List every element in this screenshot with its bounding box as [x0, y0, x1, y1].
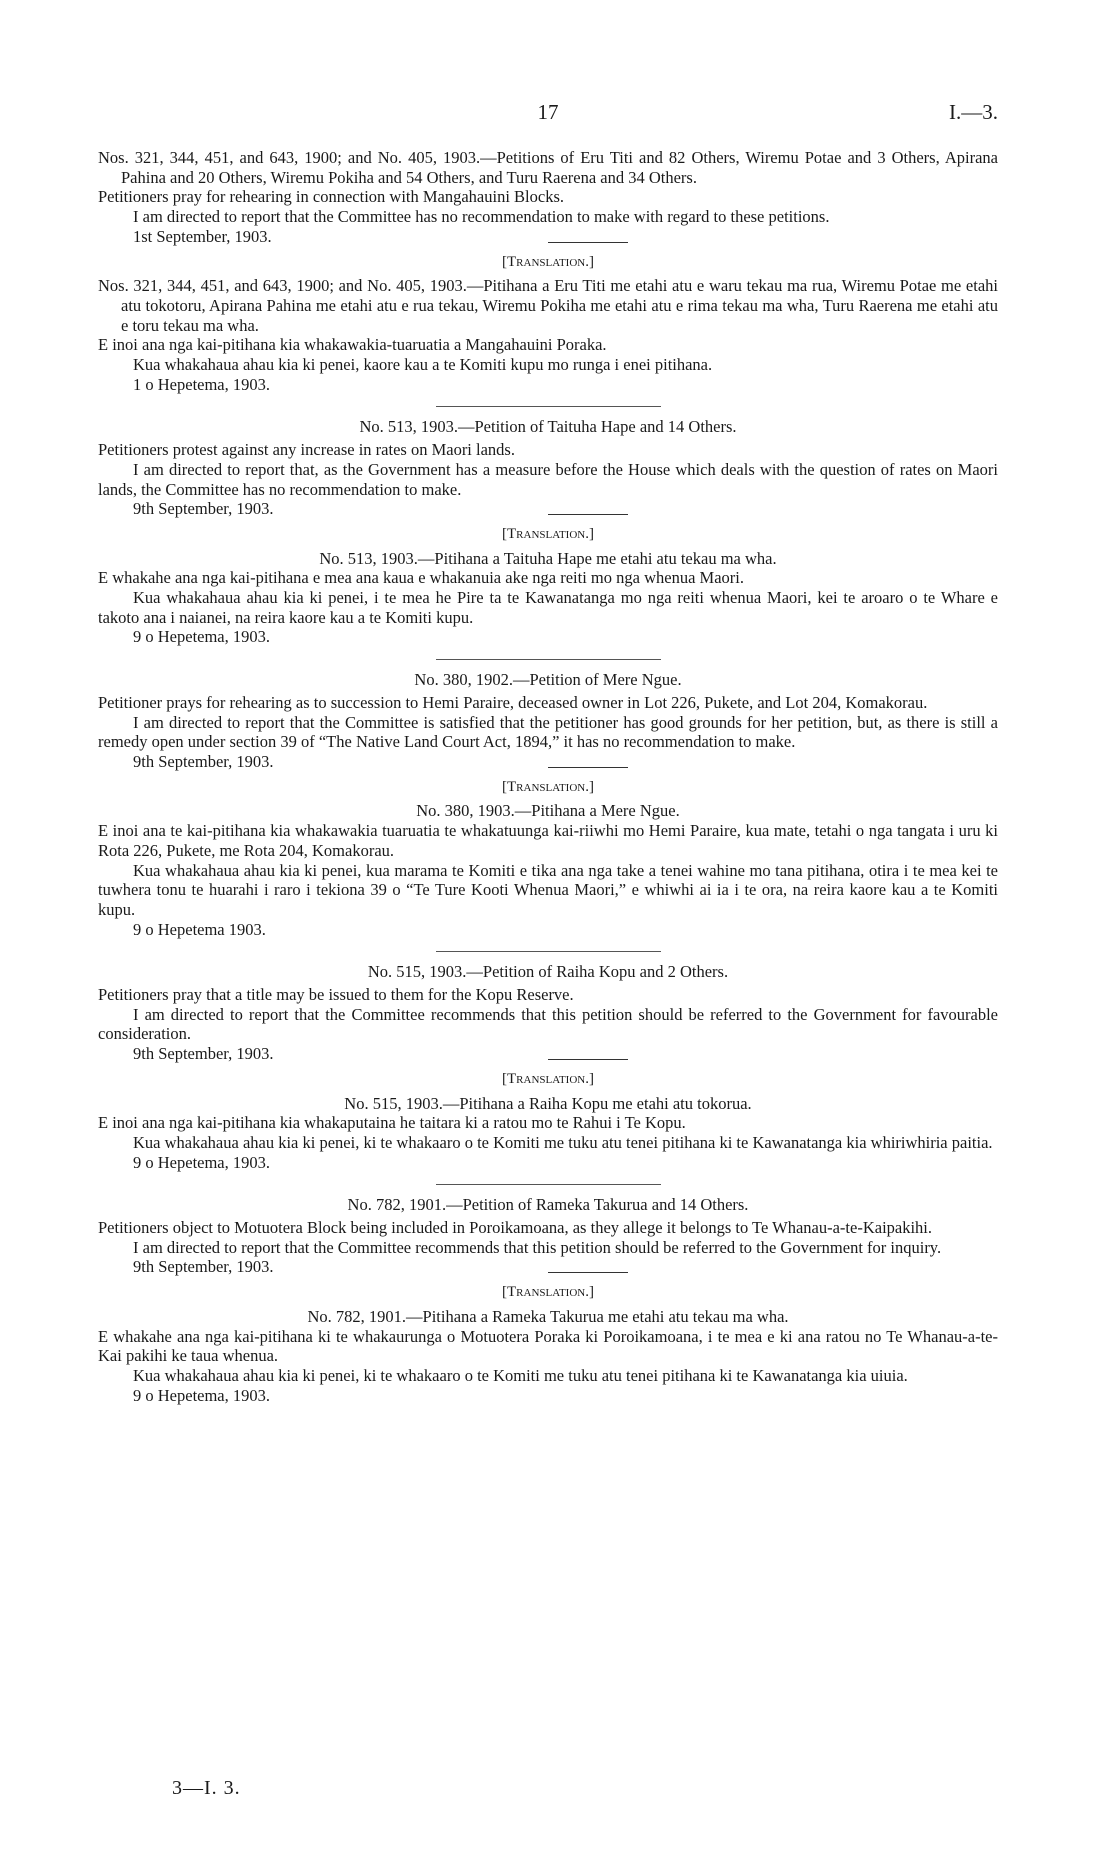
petition-section: [98, 148, 998, 394]
maori-petition-title: No. 380, 1903.—Pitihana a Mere Ngue.: [416, 801, 680, 821]
report-date: 9th September, 1903.: [133, 1257, 274, 1277]
report-date: 9th September, 1903.: [133, 1044, 274, 1064]
maori-report-date: 9 o Hepetema, 1903.: [133, 627, 271, 647]
petition-section: [98, 962, 998, 1172]
maori-report-date: 9 o Hepetema 1903.: [133, 919, 266, 939]
petition-section: [98, 417, 998, 647]
report-date: 9th September, 1903.: [133, 499, 274, 519]
section-divider: [436, 659, 661, 660]
translation-label: [Translation.]: [502, 778, 594, 795]
translation-label: [Translation.]: [502, 525, 594, 542]
petition-prayer: Petitioners object to Motuotera Block being included in Poroikamoana, as they allege it belongs to Te Whanau-a-te-Kaipakihi.: [98, 1218, 933, 1238]
petition-prayer: Petitioners pray for rehearing in connection with Mangahauini Blocks.: [98, 187, 565, 207]
page-content: [98, 148, 998, 1409]
maori-report-date: 9 o Hepetema, 1903.: [133, 1152, 271, 1172]
committee-report: I am directed to report that the Committee has no recommendation to make with regard to these petitions.: [133, 207, 830, 227]
report-date: 1st September, 1903.: [133, 226, 272, 246]
maori-petition-prayer: E inoi ana nga kai-pitihana kia whakawakia-tuaruatia a Mangahauini Poraka.: [98, 335, 607, 355]
maori-report-date: 9 o Hepetema, 1903.: [133, 1385, 271, 1405]
petition-prayer: Petitioners pray that a title may be issued to them for the Kopu Reserve.: [98, 985, 574, 1005]
report-date: 9th September, 1903.: [133, 751, 274, 771]
petition-section: [98, 1195, 998, 1405]
signature-mark: 3—I. 3.: [172, 1777, 241, 1799]
maori-petition-prayer: E whakahe ana nga kai-pitihana ki te whakaurunga o Motuotera Poraka ki Poroikamoana, i te mea e ki ana ratou no Te Whanau-a-te-Kai pakihi ke taua whenua.: [98, 1326, 998, 1366]
maori-committee-report: Kua whakahaua ahau kia ki penei, kua marama te Komiti e tika ana nga take a tenei wahine mo tana pitihana, otira i te mea kei te tuwhera tonu te huarahi i raro i tekiona 39 o “Te Ture Kooti Whenua Maori,” e whiwhi ai ia i te ora, na reira kaore kau a te Komiti kupu.: [98, 860, 998, 919]
petition-title: No. 513, 1903.—Petition of Taituha Hape and 14 Others.: [359, 417, 737, 437]
section-divider: [436, 406, 661, 407]
maori-petition-prayer: E inoi ana te kai-pitihana kia whakawakia tuaruatia te whakatuunga kai-riiwhi mo Hemi Paraire, kua mate, tetahi o nga tangata i uru ki Rota 226, Pukete, me Rota 204, Komakorau.: [98, 821, 998, 860]
maori-petition-title: No. 782, 1901.—Pitihana a Rameka Takurua me etahi atu tekau ma wha.: [307, 1306, 789, 1326]
maori-petition-title: No. 513, 1903.—Pitihana a Taituha Hape me etahi atu tekau ma wha.: [319, 548, 777, 568]
committee-report: I am directed to report that the Committee recommends that this petition should be referred to the Government for favourable consideration.: [98, 1004, 998, 1044]
maori-petition-title: Nos. 321, 344, 451, and 643, 1900; and No. 405, 1903.—Pitihana a Eru Titi me etahi atu e waru tekau ma rua, Wiremu Potae me etahi atu tokotoru, Apirana Pahina me etahi atu e rua tekau, Wiremu Pokiha me etahi atu e rima tekau ma wha, Turu Raerena me etahi atu e toru tekau ma wha.: [98, 276, 998, 335]
maori-committee-report: Kua whakahaua ahau kia ki penei, ki te whakaaro o te Komiti me tuku atu tenei pitihana ki te Kawanatanga kia uiuia.: [133, 1365, 908, 1385]
translation-label: [Translation.]: [502, 253, 594, 270]
translation-label: [Translation.]: [502, 1284, 594, 1301]
committee-report: I am directed to report that the Committee is satisfied that the petitioner has good grounds for her petition, but, as there is still a remedy open under section 39 of “The Native Land Court Act, 1894,” it has no recommendation to make.: [98, 712, 998, 752]
maori-report-date: 1 o Hepetema, 1903.: [133, 374, 271, 394]
petition-title: No. 380, 1902.—Petition of Mere Ngue.: [414, 670, 682, 690]
short-rule: [548, 1272, 628, 1273]
short-rule: [548, 242, 628, 243]
committee-report: I am directed to report that the Committee recommends that this petition should be referred to the Government for inquiry.: [133, 1237, 942, 1257]
maori-committee-report: Kua whakahaua ahau kia ki penei, kaore kau a te Komiti kupu mo runga i enei pitihana.: [133, 355, 713, 375]
document-reference: I.—3.: [949, 100, 998, 124]
maori-committee-report: Kua whakahaua ahau kia ki penei, i te mea he Pire ta te Kawanatanga mo nga reiti whenua Maori, kei te aroaro o te Whare e takoto ana i naianei, na reira kaore kau a te Komiti kupu.: [98, 588, 998, 627]
short-rule: [548, 514, 628, 515]
petition-title: No. 515, 1903.—Petition of Raiha Kopu and 2 Others.: [367, 962, 729, 982]
maori-petition-prayer: E inoi ana nga kai-pitihana kia whakaputaina he taitara ki a ratou mo te Rahui i Te Kopu.: [98, 1113, 686, 1133]
committee-report: I am directed to report that, as the Government has a measure before the House which deals with the question of rates on Maori lands, the Committee has no recommendation to make.: [98, 459, 998, 499]
translation-label: [Translation.]: [502, 1070, 594, 1087]
short-rule: [548, 767, 628, 768]
section-divider: [436, 951, 661, 952]
maori-committee-report: Kua whakahaua ahau kia ki penei, ki te whakaaro o te Komiti me tuku atu tenei pitihana ki te Kawanatanga kia whiriwhiria paitia.: [133, 1132, 993, 1152]
page-header: [98, 100, 998, 132]
petition-prayer: Petitioner prays for rehearing as to succession to Hemi Paraire, deceased owner in Lot 226, Pukete, and Lot 204, Komakorau.: [98, 692, 928, 712]
petition-prayer: Petitioners protest against any increase in rates on Maori lands.: [98, 440, 515, 460]
petition-section: [98, 670, 998, 939]
page-number: 17: [537, 100, 559, 124]
maori-petition-prayer: E whakahe ana nga kai-pitihana e mea ana kaua e whakanuia ake nga reiti mo nga whenua Maori.: [98, 568, 744, 588]
petition-title: Nos. 321, 344, 451, and 643, 1900; and No. 405, 1903.—Petitions of Eru Titi and 82 Others, Wiremu Potae and 3 Others, Apirana Pahina and 20 Others, Wiremu Pokiha and 54 Others, and Turu Raerena and 34 Others.: [98, 148, 998, 187]
maori-petition-title: No. 515, 1903.—Pitihana a Raiha Kopu me etahi atu tokorua.: [344, 1093, 752, 1113]
petition-title: No. 782, 1901.—Petition of Rameka Takurua and 14 Others.: [347, 1195, 749, 1215]
section-divider: [436, 1184, 661, 1185]
short-rule: [548, 1059, 628, 1060]
